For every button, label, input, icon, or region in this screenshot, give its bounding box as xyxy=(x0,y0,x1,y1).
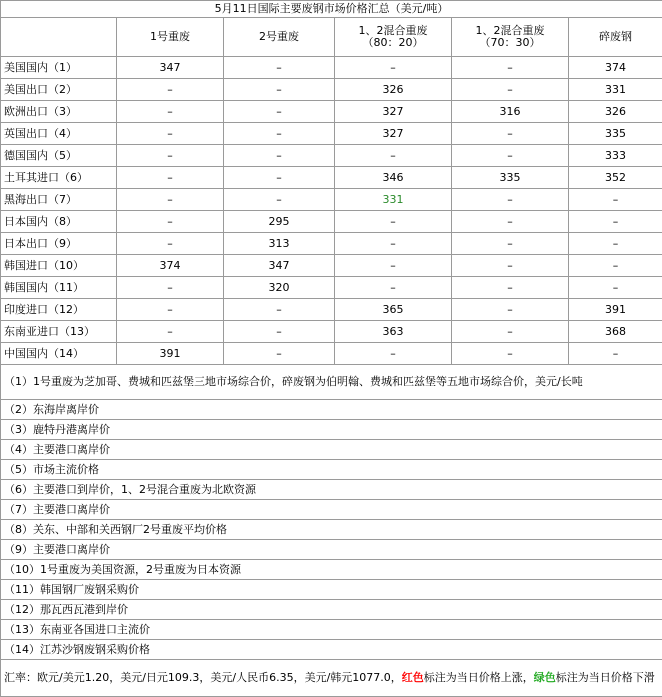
green-label: 绿色 xyxy=(534,671,556,684)
cell-mix-70-30: – xyxy=(452,57,569,79)
table-title: 5月11日国际主要废钢市场价格汇总（美元/吨） xyxy=(1,1,662,18)
cell-mix-70-30: – xyxy=(452,299,569,321)
header-mix-80-20-line2: （80：20） xyxy=(338,37,448,49)
note-row xyxy=(1,640,662,660)
cell-mix-70-30: – xyxy=(452,123,569,145)
cell-mix-80-20: – xyxy=(335,145,452,167)
table-row xyxy=(1,101,662,123)
cell-shredded: – xyxy=(569,189,662,211)
cell-heavy-2: – xyxy=(224,57,335,79)
cell-mix-80-20: – xyxy=(335,277,452,299)
note-row xyxy=(1,420,662,440)
note-row xyxy=(1,540,662,560)
note-text: （7）主要港口离岸价 xyxy=(1,500,662,520)
header-shredded: 碎废钢 xyxy=(569,18,662,57)
cell-heavy-2: 313 xyxy=(224,233,335,255)
cell-heavy-1: – xyxy=(117,211,224,233)
cell-heavy-2: – xyxy=(224,167,335,189)
cell-shredded: 326 xyxy=(569,101,662,123)
cell-mix-80-20: 365 xyxy=(335,299,452,321)
header-mix-70-30-line2: （70：30） xyxy=(455,37,565,49)
cell-heavy-1: – xyxy=(117,79,224,101)
cell-shredded: 333 xyxy=(569,145,662,167)
cell-shredded: 335 xyxy=(569,123,662,145)
table-row xyxy=(1,167,662,189)
note-row xyxy=(1,580,662,600)
header-mix-80-20 xyxy=(335,18,452,57)
cell-shredded: 391 xyxy=(569,299,662,321)
note-row xyxy=(1,460,662,480)
row-label: 美国出口（2） xyxy=(1,79,117,101)
note-text: （12）那瓦西瓦港到岸价 xyxy=(1,600,662,620)
cell-shredded: – xyxy=(569,277,662,299)
cell-heavy-2: – xyxy=(224,321,335,343)
cell-heavy-2: – xyxy=(224,79,335,101)
note-row xyxy=(1,620,662,640)
footer-row xyxy=(1,660,662,697)
row-label: 黑海出口（7） xyxy=(1,189,117,211)
note-row xyxy=(1,400,662,420)
table-row xyxy=(1,321,662,343)
row-label: 土耳其进口（6） xyxy=(1,167,117,189)
cell-mix-70-30: 316 xyxy=(452,101,569,123)
cell-heavy-1: – xyxy=(117,145,224,167)
cell-shredded: 352 xyxy=(569,167,662,189)
cell-mix-80-20: – xyxy=(335,255,452,277)
cell-mix-80-20: 326 xyxy=(335,79,452,101)
red-label: 红色 xyxy=(402,671,424,684)
table-row xyxy=(1,57,662,79)
header-row xyxy=(1,18,662,57)
note-text: （14）江苏沙钢废钢采购价格 xyxy=(1,640,662,660)
cell-shredded: – xyxy=(569,211,662,233)
cell-mix-80-20: – xyxy=(335,211,452,233)
exchange-rate-text: 汇率：欧元/美元1.20，美元/日元109.3，美元/人民币6.35，美元/韩元1077.0， xyxy=(4,671,402,684)
header-empty xyxy=(1,18,117,57)
table-row xyxy=(1,79,662,101)
cell-mix-80-20: 327 xyxy=(335,101,452,123)
cell-mix-70-30: – xyxy=(452,233,569,255)
note-text: （1）1号重废为芝加哥、费城和匹兹堡三地市场综合价，碎废钢为伯明翰、费城和匹兹堡等五地市场综合价，美元/长吨 xyxy=(1,365,662,400)
rise-text: 标注为当日价格上涨， xyxy=(424,671,534,684)
cell-heavy-2: – xyxy=(224,189,335,211)
cell-mix-80-20: – xyxy=(335,343,452,365)
cell-heavy-2: 320 xyxy=(224,277,335,299)
row-label: 英国出口（4） xyxy=(1,123,117,145)
cell-heavy-2: – xyxy=(224,101,335,123)
cell-mix-70-30: – xyxy=(452,255,569,277)
table-row xyxy=(1,299,662,321)
cell-heavy-2: – xyxy=(224,343,335,365)
note-text: （11）韩国钢厂废钢采购价 xyxy=(1,580,662,600)
header-heavy-scrap-1: 1号重废 xyxy=(117,18,224,57)
cell-heavy-1: – xyxy=(117,299,224,321)
note-text: （6）主要港口到岸价，1、2号混合重废为北欧资源 xyxy=(1,480,662,500)
row-label: 日本出口（9） xyxy=(1,233,117,255)
cell-shredded: 374 xyxy=(569,57,662,79)
cell-heavy-2: – xyxy=(224,145,335,167)
cell-heavy-1: 347 xyxy=(117,57,224,79)
cell-heavy-1: 374 xyxy=(117,255,224,277)
cell-shredded: 331 xyxy=(569,79,662,101)
cell-mix-70-30: – xyxy=(452,343,569,365)
cell-mix-70-30: – xyxy=(452,145,569,167)
cell-mix-80-20-price-down: 331 xyxy=(335,189,452,211)
cell-heavy-1: – xyxy=(117,189,224,211)
header-mix-70-30-line1: 1、2混合重废 xyxy=(455,25,565,37)
cell-heavy-1: – xyxy=(117,277,224,299)
cell-mix-80-20: – xyxy=(335,233,452,255)
note-text: （3）鹿特丹港离岸价 xyxy=(1,420,662,440)
note-row xyxy=(1,560,662,580)
header-mix-80-20-line1: 1、2混合重废 xyxy=(338,25,448,37)
table-row xyxy=(1,343,662,365)
note-row xyxy=(1,365,662,400)
cell-heavy-1: – xyxy=(117,321,224,343)
row-label: 德国国内（5） xyxy=(1,145,117,167)
table-row xyxy=(1,255,662,277)
note-text: （5）市场主流价格 xyxy=(1,460,662,480)
cell-mix-70-30: – xyxy=(452,277,569,299)
table-row xyxy=(1,145,662,167)
table-row xyxy=(1,277,662,299)
row-label: 韩国进口（10） xyxy=(1,255,117,277)
cell-mix-70-30: – xyxy=(452,79,569,101)
cell-heavy-2: 295 xyxy=(224,211,335,233)
cell-mix-70-30: – xyxy=(452,189,569,211)
title-row xyxy=(1,1,662,18)
note-text: （2）东海岸离岸价 xyxy=(1,400,662,420)
note-text: （13）东南亚各国进口主流价 xyxy=(1,620,662,640)
cell-shredded: – xyxy=(569,255,662,277)
table-row xyxy=(1,189,662,211)
note-row xyxy=(1,500,662,520)
cell-heavy-1: 391 xyxy=(117,343,224,365)
cell-mix-80-20: – xyxy=(335,57,452,79)
cell-heavy-2: – xyxy=(224,123,335,145)
cell-heavy-1: – xyxy=(117,167,224,189)
cell-mix-80-20: 346 xyxy=(335,167,452,189)
row-label: 中国国内（14） xyxy=(1,343,117,365)
note-text: （9）主要港口离岸价 xyxy=(1,540,662,560)
cell-mix-80-20: 363 xyxy=(335,321,452,343)
cell-heavy-1: – xyxy=(117,101,224,123)
cell-heavy-1: – xyxy=(117,123,224,145)
note-row xyxy=(1,480,662,500)
note-text: （4）主要港口离岸价 xyxy=(1,440,662,460)
cell-shredded: 368 xyxy=(569,321,662,343)
note-row xyxy=(1,600,662,620)
cell-heavy-2: 347 xyxy=(224,255,335,277)
note-row xyxy=(1,440,662,460)
cell-shredded: – xyxy=(569,343,662,365)
fall-text: 标注为当日价格下滑 xyxy=(556,671,655,684)
note-text: （10）1号重废为美国资源，2号重废为日本资源 xyxy=(1,560,662,580)
note-text: （8）关东、中部和关西钢厂2号重废平均价格 xyxy=(1,520,662,540)
table-row xyxy=(1,123,662,145)
row-label: 美国国内（1） xyxy=(1,57,117,79)
note-row xyxy=(1,520,662,540)
header-mix-70-30 xyxy=(452,18,569,57)
cell-shredded: – xyxy=(569,233,662,255)
header-heavy-scrap-2: 2号重废 xyxy=(224,18,335,57)
cell-heavy-2: – xyxy=(224,299,335,321)
row-label: 印度进口（12） xyxy=(1,299,117,321)
exchange-rate-note xyxy=(1,660,662,697)
cell-mix-70-30: – xyxy=(452,211,569,233)
table-row xyxy=(1,233,662,255)
table-row xyxy=(1,211,662,233)
cell-mix-70-30: – xyxy=(452,321,569,343)
row-label: 欧洲出口（3） xyxy=(1,101,117,123)
row-label: 日本国内（8） xyxy=(1,211,117,233)
cell-mix-80-20: 327 xyxy=(335,123,452,145)
cell-heavy-1: – xyxy=(117,233,224,255)
row-label: 韩国国内（11） xyxy=(1,277,117,299)
cell-mix-70-30: 335 xyxy=(452,167,569,189)
row-label: 东南亚进口（13） xyxy=(1,321,117,343)
